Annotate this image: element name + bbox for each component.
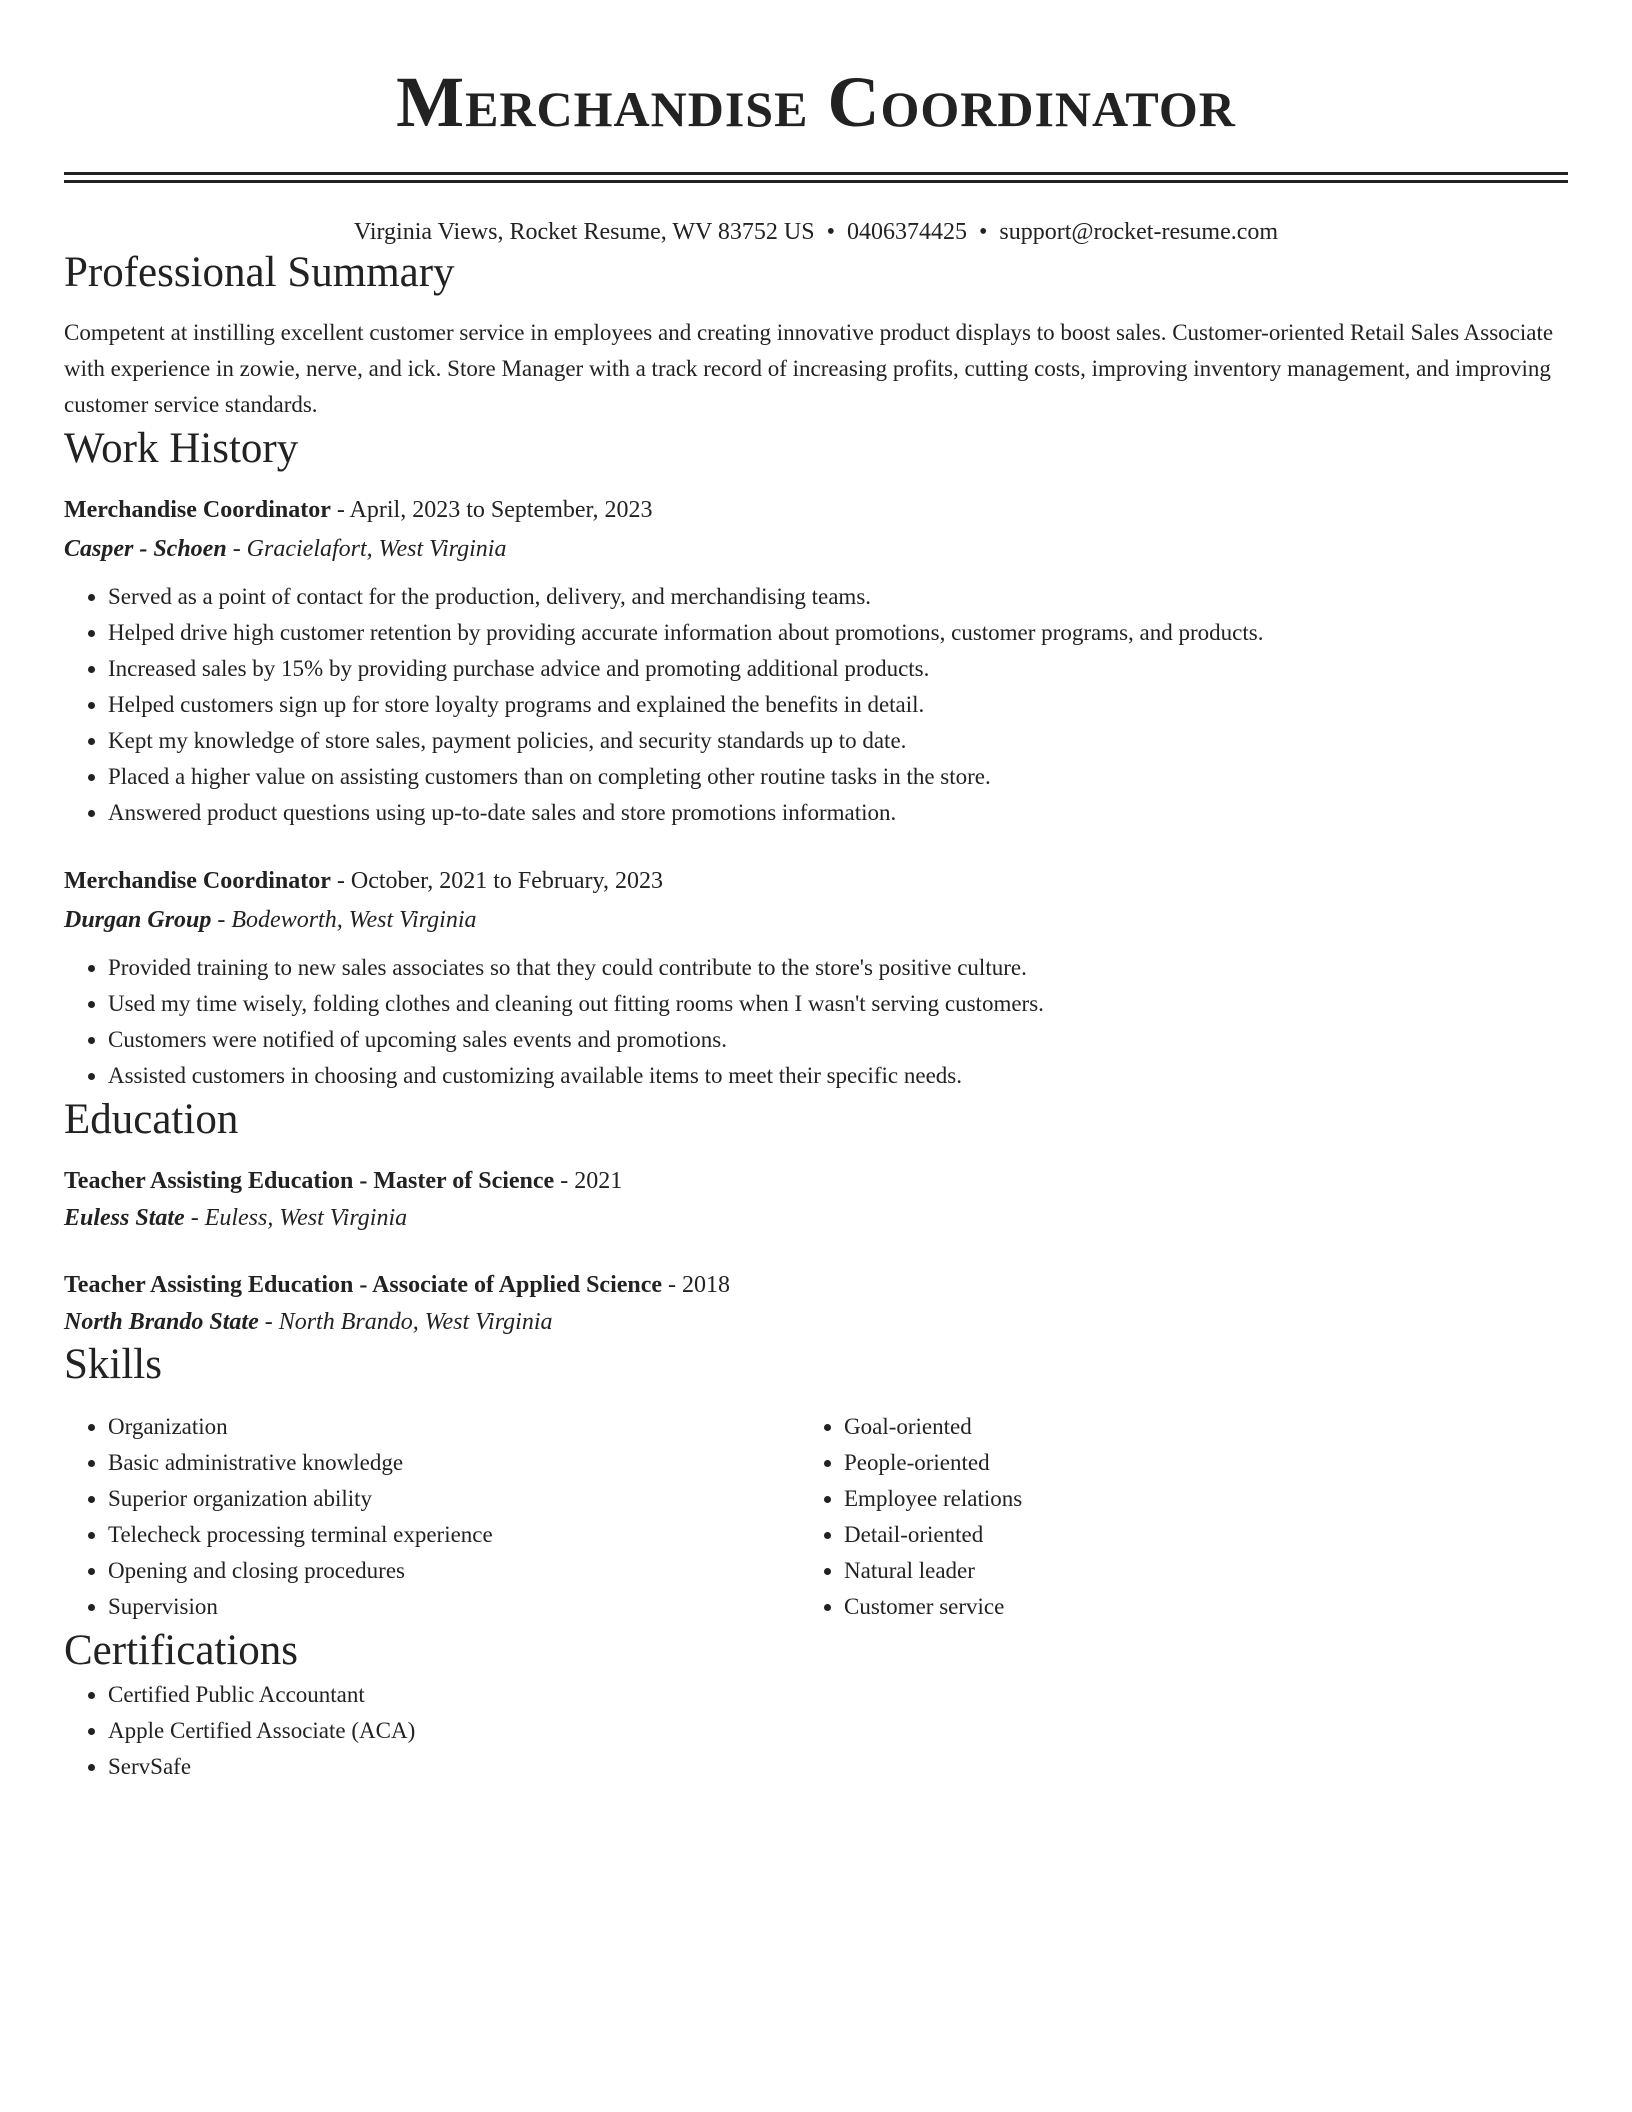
job-employer xyxy=(64,532,1568,566)
education-school: North Brando State xyxy=(64,1309,259,1335)
skills-list xyxy=(800,1409,1536,1625)
resume-name: Merchandise Coordinator xyxy=(396,62,1236,142)
summary-heading: Professional Summary xyxy=(64,249,455,296)
education-heading: Education xyxy=(64,1096,239,1143)
summary-text: Competent at instilling excellent customer service in employees and creating innovative product displays to boost sales. Customer-oriented Retail Sales Associate with experience in zowie, nerve, and ick. Store Manager with a track record of increasing profits, cutting costs, improving inventory management, and improving customer service standards. xyxy=(64,320,1554,417)
job-duty: • Helped customers sign up for store loyalty programs and explained the benefits in detail. xyxy=(108,687,1568,723)
job-dates: - April, 2023 to September, 2023 xyxy=(330,497,653,523)
skill-item: • People-oriented xyxy=(844,1445,1536,1481)
contact-line xyxy=(64,217,1568,247)
education-location: - North Brando, West Virginia xyxy=(258,1309,553,1335)
skills-column-left xyxy=(64,1409,800,1625)
skill-item: • Superior organization ability xyxy=(108,1481,800,1517)
skills-heading: Skills xyxy=(64,1341,162,1388)
job-header xyxy=(64,864,1568,898)
skill-item: • Supervision xyxy=(108,1589,800,1625)
education-school-line xyxy=(64,1201,1568,1235)
header-divider xyxy=(64,172,1568,183)
education-degree: Teacher Assisting Education - Master of Science xyxy=(64,1168,555,1194)
certification-item: • Apple Certified Associate (ACA) xyxy=(108,1713,1568,1749)
work-history-heading: Work History xyxy=(64,425,299,472)
education-header xyxy=(64,1268,1568,1302)
job-location: - Bodeworth, West Virginia xyxy=(211,907,477,933)
job-duty: • Customers were notified of upcoming sales events and promotions. xyxy=(108,1022,1568,1058)
contact-email: support@rocket-resume.com xyxy=(999,219,1279,245)
skill-item: • Basic administrative knowledge xyxy=(108,1445,800,1481)
skill-item: • Telecheck processing terminal experience xyxy=(108,1517,800,1553)
skill-item: • Opening and closing procedures xyxy=(108,1553,800,1589)
skills-list xyxy=(64,1409,800,1625)
education-entry xyxy=(64,1164,1568,1235)
job-duty: • Helped drive high customer retention by providing accurate information about promotions, customer programs, and products. xyxy=(108,615,1568,651)
job-duty: • Placed a higher value on assisting customers than on completing other routine tasks in the store. xyxy=(108,759,1568,795)
certifications-list xyxy=(64,1677,1568,1785)
job-duty: • Served as a point of contact for the production, delivery, and merchandising teams. xyxy=(108,579,1568,615)
job-header xyxy=(64,493,1568,527)
skill-item: • Employee relations xyxy=(844,1481,1536,1517)
skills-column-right xyxy=(800,1409,1536,1625)
job-location: - Gracielafort, West Virginia xyxy=(226,536,507,562)
job-dates: - October, 2021 to February, 2023 xyxy=(330,868,663,894)
certification-item: • Certified Public Accountant xyxy=(108,1677,1568,1713)
job-duty: • Used my time wisely, folding clothes and cleaning out fitting rooms when I wasn't serving customers. xyxy=(108,986,1568,1022)
contact-phone: 0406374425 xyxy=(846,219,967,245)
job-duties xyxy=(64,950,1568,1094)
certification-item: • ServSafe xyxy=(108,1749,1568,1785)
job-duty: • Increased sales by 15% by providing purchase advice and promoting additional products. xyxy=(108,651,1568,687)
job-title: Merchandise Coordinator xyxy=(64,868,331,894)
job-duty: • Assisted customers in choosing and customizing available items to meet their specific needs. xyxy=(108,1058,1568,1094)
skill-item: • Organization xyxy=(108,1409,800,1445)
job-employer xyxy=(64,903,1568,937)
education-entry xyxy=(64,1268,1568,1339)
job-duty: • Answered product questions using up-to-date sales and store promotions information. xyxy=(108,795,1568,831)
education-location: - Euless, West Virginia xyxy=(184,1205,408,1231)
skill-item: • Goal-oriented xyxy=(844,1409,1536,1445)
education-year: - 2021 xyxy=(554,1168,623,1194)
job-company: Casper - Schoen xyxy=(64,536,227,562)
education-header xyxy=(64,1164,1568,1198)
contact-separator: • xyxy=(978,219,988,245)
education-school-line xyxy=(64,1305,1568,1339)
skill-item: • Detail-oriented xyxy=(844,1517,1536,1553)
certifications-heading: Certifications xyxy=(64,1627,299,1674)
skills-columns xyxy=(64,1409,1568,1625)
job-entry xyxy=(64,864,1568,1094)
contact-separator: • xyxy=(826,219,835,245)
skill-item: • Customer service xyxy=(844,1589,1536,1625)
education-school: Euless State xyxy=(64,1205,185,1231)
job-duty: • Kept my knowledge of store sales, payment policies, and security standards up to date. xyxy=(108,723,1568,759)
job-company: Durgan Group xyxy=(64,907,212,933)
job-duties xyxy=(64,579,1568,831)
education-degree: Teacher Assisting Education - Associate of Applied Science xyxy=(64,1272,663,1298)
job-title: Merchandise Coordinator xyxy=(64,497,331,523)
skill-item: • Natural leader xyxy=(844,1553,1536,1589)
contact-address: Virginia Views, Rocket Resume, WV 83752 US xyxy=(353,219,815,245)
job-entry xyxy=(64,493,1568,831)
job-duty: • Provided training to new sales associates so that they could contribute to the store's positive culture. xyxy=(108,950,1568,986)
education-year: - 2018 xyxy=(662,1272,731,1298)
